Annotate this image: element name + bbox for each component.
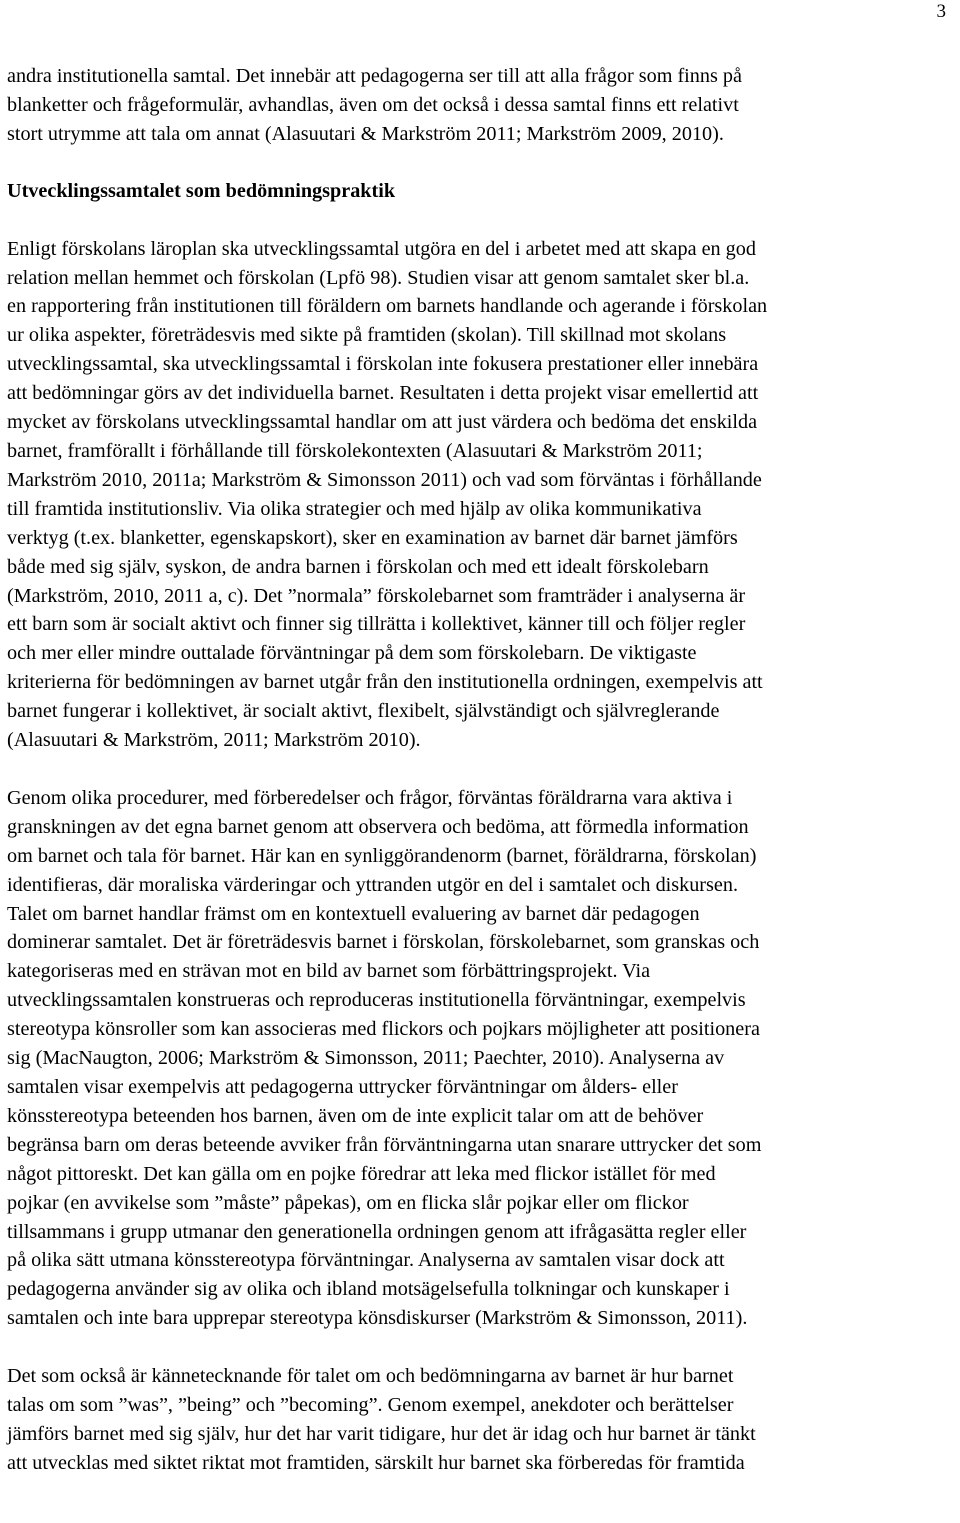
text-line: kategoriseras med en strävan mot en bild av barnet som förbättringsprojekt. Via <box>7 960 651 983</box>
text-line: kriterierna för bedömningen av barnet utgår från den institutionella ordningen, exempelvis att <box>7 671 763 694</box>
text-line: pedagogerna använder sig av olika och ibland motsägelsefulla tolkningar och kunskaper i <box>7 1278 730 1301</box>
text-line: om barnet och tala för barnet. Här kan en synliggörandenorm (barnet, föräldrarna, förskolan) <box>7 844 757 867</box>
text-line: utvecklingssamtal, ska utvecklingssamtal i förskolan inte fokusera prestationer eller innebära <box>7 353 759 376</box>
text-line: (Alasuutari & Markström, 2011; Markström 2010). <box>7 729 421 752</box>
text-line: talas om som ”was”, ”being” och ”becoming”. Genom exempel, anekdoter och berättelser <box>7 1394 734 1417</box>
text-line: verktyg (t.ex. blanketter, egenskapskort), sker en examination av barnet där barnet jämförs <box>7 526 738 549</box>
paragraph-procedures <box>7 784 953 1333</box>
text-line: begränsa barn om deras beteende avviker från förväntningarna utan snarare uttrycker det som <box>7 1133 762 1156</box>
text-line: relation mellan hemmet och förskolan (Lpfö 98). Studien visar att genom samtalet sker bl.a. <box>7 266 750 289</box>
text-line: dominerar samtalet. Det är företrädesvis barnet i förskolan, förskolebarnet, som granskas och <box>7 931 760 954</box>
text-line: pojkar (en avvikelse som ”måste” påpekas), om en flicka slår pojkar eller om flickor <box>7 1191 689 1214</box>
text-line: Enligt förskolans läroplan ska utvecklingssamtal utgöra en del i arbetet med att skapa en god <box>7 237 756 260</box>
paragraph-was-being-becoming <box>7 1362 953 1478</box>
text-line: stort utrymme att tala om annat (Alasuutari & Markström 2011; Markström 2009, 2010). <box>7 122 724 145</box>
text-line: att bedömningar görs av det individuella barnet. Resultaten i detta projekt visar emellertid att <box>7 382 759 405</box>
text-line: Talet om barnet handlar främst om en kontextuell evaluering av barnet där pedagogen <box>7 902 700 925</box>
paragraph-assessment-practice <box>7 235 953 755</box>
text-line: könsstereotypa beteenden hos barnen, även om de inte explicit talar om att de behöver <box>7 1104 704 1127</box>
document-body <box>7 62 953 1478</box>
text-line: samtalen visar exempelvis att pedagogerna uttrycker förväntningar om ålders- eller <box>7 1076 678 1098</box>
text-line: mycket av förskolans utvecklingssamtal handlar om att just värdera och bedöma det enskilda <box>7 411 758 434</box>
text-line: identifieras, där moraliska värderingar och yttranden utgör en del i samtalet och diskursen. <box>7 873 738 896</box>
text-line: blanketter och frågeformulär, avhandlas, även om det också i dessa samtal finns ett relativt <box>7 93 739 116</box>
text-line: utvecklingssamtalen konstrueras och reproduceras institutionella förväntningar, exempelvis <box>7 989 746 1012</box>
text-line: Markström 2010, 2011a; Markström & Simonsson 2011) och vad som förväntas i förhållande <box>7 468 762 491</box>
text-line: och mer eller mindre outtalade förväntningar på dem som förskolebarn. De viktigaste <box>7 642 697 665</box>
text-line: på olika sätt utmana könsstereotypa förväntningar. Analyserna av samtalen visar dock att <box>7 1249 725 1272</box>
text-line: att utvecklas med siktet riktat mot framtiden, särskilt hur barnet ska förberedas för framtida <box>7 1451 745 1474</box>
text-line: stereotypa könsroller som kan associeras med flickors och pojkars möjligheter att positionera <box>7 1018 760 1041</box>
text-line: både med sig själv, syskon, de andra barnen i förskolan och med ett idealt förskolebarn <box>7 555 709 578</box>
text-line: ur olika aspekter, företrädesvis med sikte på framtiden (skolan). Till skillnad mot skolans <box>7 324 727 347</box>
text-line: till framtida institutionsliv. Via olika strategier och med hjälp av olika kommunikativa <box>7 497 702 520</box>
text-line: barnet, framförallt i förhållande till förskolekontexten (Alasuutari & Markström 2011; <box>7 439 703 462</box>
intro-paragraph <box>7 62 953 149</box>
text-line: Det som också är kännetecknande för talet om och bedömningarna av barnet är hur barnet <box>7 1365 734 1388</box>
text-line: Genom olika procedurer, med förberedelser och frågor, förväntas föräldrarna vara aktiva i <box>7 786 733 809</box>
text-line: barnet fungerar i kollektivet, är socialt aktivt, flexibelt, självständigt och självreglerande <box>7 700 720 723</box>
text-line: jämförs barnet med sig själv, hur det har varit tidigare, hur det är idag och hur barnet är tänkt <box>7 1422 756 1445</box>
text-line: sig (MacNaugton, 2006; Markström & Simonsson, 2011; Paechter, 2010). Analyserna av <box>7 1047 725 1070</box>
text-line: (Markström, 2010, 2011 a, c). Det ”normala” förskolebarnet som framträder i analyserna är <box>7 584 746 607</box>
text-line: en rapportering från institutionen till föräldern om barnets handlande och agerande i förskolan <box>7 295 768 318</box>
page-number: 3 <box>936 1 946 22</box>
text-line: ett barn som är socialt aktivt och finner sig tillrätta i kollektivet, känner till och följer regler <box>7 613 746 636</box>
section-heading: Utvecklingssamtalet som bedömningspraktik <box>7 179 396 202</box>
text-line: något pittoreskt. Det kan gälla om en pojke föredrar att leka med flickor istället för med <box>7 1162 716 1185</box>
text-line: granskningen av det egna barnet genom att observera och bedöma, att förmedla information <box>7 815 749 838</box>
text-line: tillsammans i grupp utmanar den generationella ordningen genom att ifrågasätta regler eller <box>7 1220 747 1243</box>
text-line: samtalen och inte bara upprepar stereotypa könsdiskurser (Markström & Simonsson, 2011). <box>7 1307 748 1330</box>
text-line: andra institutionella samtal. Det innebär att pedagogerna ser till att alla frågor som finns på <box>7 65 742 87</box>
